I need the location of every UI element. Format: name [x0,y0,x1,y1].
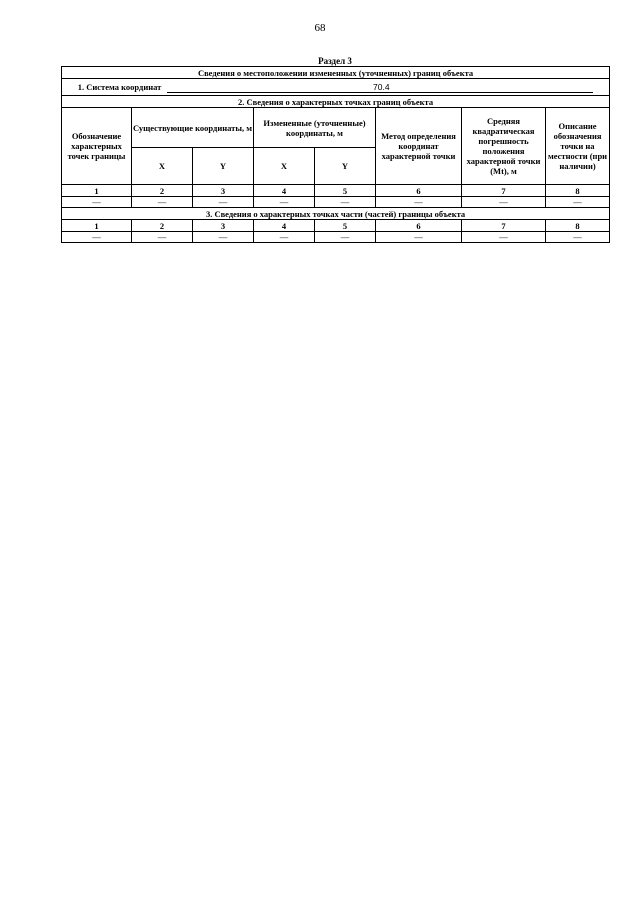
table-cell: — [315,197,376,208]
column-number: 3 [193,185,254,197]
table-cell: — [254,197,315,208]
column-number: 1 [62,185,132,197]
header-x-existing: X [132,148,193,185]
column-number: 4 [254,220,315,232]
header-changed: Измененные (уточненные) координаты, м [254,108,376,148]
column-number: 1 [62,220,132,232]
boundary-table [61,66,610,243]
table-cell: — [376,232,462,243]
part2-title: 2. Сведения о характерных точках границ объекта [62,96,610,108]
table-cell: — [62,197,132,208]
coord-system-row [62,79,610,96]
header-existing: Существующие координаты, м [132,108,254,148]
column-number: 6 [376,220,462,232]
page-number: 68 [314,22,326,34]
table-cell: — [376,197,462,208]
column-number: 3 [193,220,254,232]
table-title: Сведения о местоположении измененных (уточненных) границ объекта [62,67,610,79]
table-cell: — [193,197,254,208]
table-row [62,197,610,208]
header-error: Средняя квадратическая погрешность положения характерной точки (Mt), м [462,108,546,185]
coord-system-label: 1. Система координат [77,82,162,93]
section-title: Раздел 3 [318,56,352,66]
column-number: 2 [132,220,193,232]
table-cell: — [546,232,610,243]
column-numbers-row [62,185,610,197]
table-cell: — [193,232,254,243]
header-x-changed: X [254,148,315,185]
table-cell: — [254,232,315,243]
header-designation: Обозначение характерных точек границы [62,108,132,185]
column-numbers-row [62,220,610,232]
table-cell: — [546,197,610,208]
table-cell: — [132,197,193,208]
column-number: 6 [376,185,462,197]
column-number: 8 [546,220,610,232]
column-number: 7 [462,185,546,197]
header-y-existing: Y [193,148,254,185]
column-number: 8 [546,185,610,197]
part3-title: 3. Сведения о характерных точках части (частей) границы объекта [62,208,610,220]
column-number: 5 [315,220,376,232]
table-cell: — [62,232,132,243]
coord-system-value: 70.4 [167,82,593,93]
table-cell: — [315,232,376,243]
table-cell: — [462,197,546,208]
header-y-changed: Y [315,148,376,185]
column-number: 5 [315,185,376,197]
header-method: Метод определения координат характерной точки [376,108,462,185]
header-description: Описание обозначения точки на местности (при наличии) [546,108,610,185]
table-row [62,232,610,243]
table-cell: — [132,232,193,243]
table-cell: — [462,232,546,243]
column-number: 7 [462,220,546,232]
column-number: 4 [254,185,315,197]
column-number: 2 [132,185,193,197]
